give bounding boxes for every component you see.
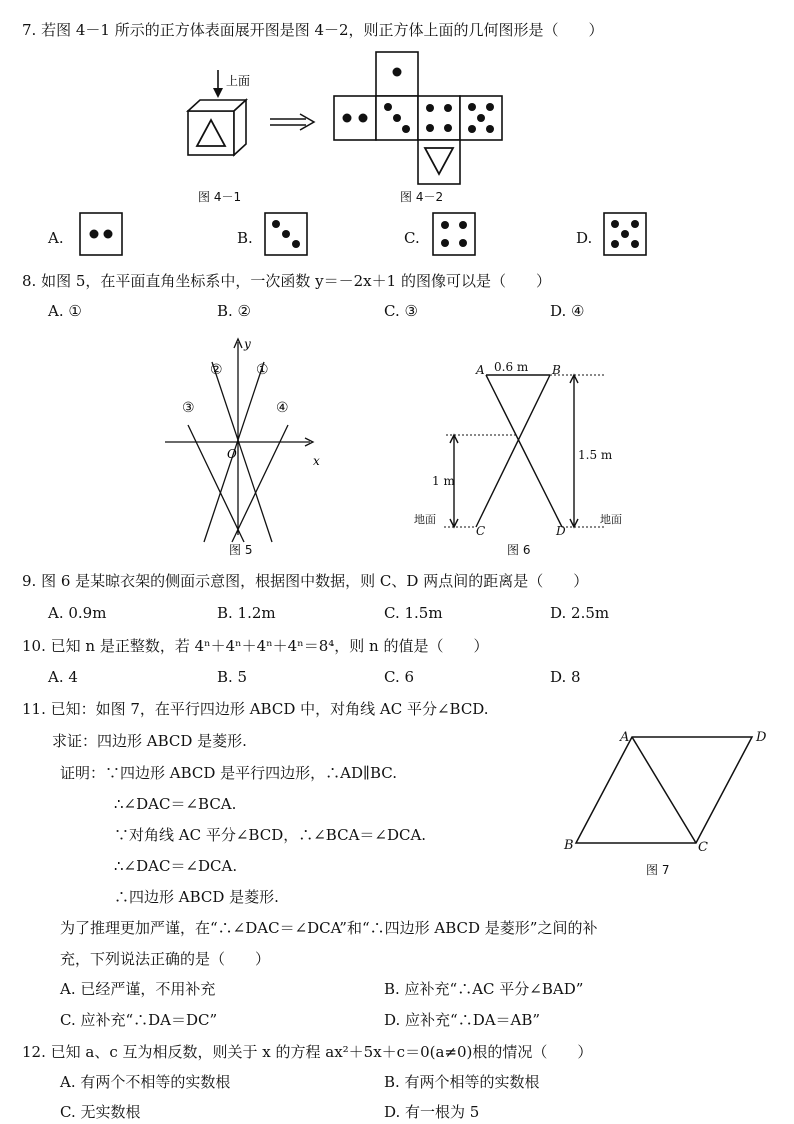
q8-option-b: B. ②	[217, 302, 252, 320]
point-d-label: D	[556, 524, 566, 538]
line-label-3: ③	[182, 400, 195, 416]
fig4-1-caption: 图 4－1	[198, 190, 242, 204]
q7-option-d: D.	[576, 229, 593, 247]
vertex-c-label: C	[698, 840, 708, 855]
line-label-2: ②	[210, 362, 223, 378]
q9-option-b: B. 1.2m	[217, 604, 276, 622]
q11-question-line-2: 充，下列说法正确的是（ ）	[60, 950, 271, 968]
option-b-three-dots	[264, 212, 308, 256]
fig5-coordinate-plane	[160, 330, 330, 545]
q12-option-a: A. 有两个不相等的实数根	[60, 1073, 231, 1091]
q11-proof-line-5: ∴四边形 ABCD 是菱形.	[114, 888, 279, 906]
line-label-1: ①	[256, 362, 269, 378]
q11-option-a: A. 已经严谨，不用补充	[60, 980, 216, 998]
q7-option-c: C.	[404, 229, 420, 247]
top-width-label: 0.6 m	[494, 360, 529, 374]
fig5-caption: 图 5	[229, 543, 253, 557]
x-axis-label: x	[313, 454, 320, 468]
fig4-2-caption: 图 4－2	[400, 190, 444, 204]
option-c-four-dots	[432, 212, 476, 256]
q11-proof-line-2: ∴∠DAC＝∠BCA.	[114, 795, 237, 813]
q10-option-a: A. 4	[48, 668, 78, 686]
vertex-a-label: A	[620, 730, 630, 745]
q7-stem: 7. 若图 4－1 所示的正方体表面展开图是图 4－2，则正方体上面的几何图形是（ ）	[22, 21, 604, 39]
point-a-label: A	[476, 363, 485, 377]
q11-stem: 11. 已知：如图 7，在平行四边形 ABCD 中，对角线 AC 平分∠BCD.	[22, 700, 489, 718]
q11-option-b: B. 应补充“∴AC 平分∠BAD”	[384, 980, 584, 998]
q8-option-c: C. ③	[384, 302, 418, 320]
q10-option-d: D. 8	[550, 668, 581, 686]
q10-option-b: B. 5	[217, 668, 248, 686]
net-arrow-icon	[268, 112, 318, 132]
q9-option-c: C. 1.5m	[384, 604, 443, 622]
q12-option-c: C. 无实数根	[60, 1103, 141, 1121]
line-label-4: ④	[276, 400, 289, 416]
q9-option-a: A. 0.9m	[48, 604, 107, 622]
q11-proof-line-3: ∵对角线 AC 平分∠BCD，∴∠BCA＝∠DCA.	[114, 826, 427, 844]
option-d-five-dots	[603, 212, 647, 256]
q7-option-b: B.	[237, 229, 253, 247]
q12-option-d: D. 有一根为 5	[384, 1103, 480, 1121]
q8-option-a: A. ①	[48, 302, 82, 320]
height-left-label: 1 m	[432, 474, 455, 488]
vertex-d-label: D	[756, 730, 767, 745]
point-c-label: C	[476, 524, 486, 538]
ground-left-label: 地面	[414, 513, 436, 526]
q12-stem: 12. 已知 a、c 互为相反数，则关于 x 的方程 ax²＋5x＋c＝0(a≠0)根的情况（ ）	[22, 1043, 593, 1061]
origin-label: O	[227, 447, 237, 461]
point-b-label: B	[552, 363, 561, 377]
fig6-clothes-rack	[410, 355, 640, 540]
fig7-caption: 图 7	[646, 863, 670, 877]
vertex-b-label: B	[564, 838, 574, 853]
height-right-label: 1.5 m	[578, 448, 613, 462]
q11-proof-line-1: 证明：∵四边形 ABCD 是平行四边形，∴AD∥BC.	[60, 764, 397, 782]
q9-stem: 9. 图 6 是某晾衣架的侧面示意图，根据图中数据，则 C、D 两点间的距离是（ ）	[22, 572, 589, 590]
q12-option-b: B. 有两个相等的实数根	[384, 1073, 540, 1091]
fig4-1-cube	[180, 68, 260, 178]
q11-option-d: D. 应补充“∴DA＝AB”	[384, 1011, 541, 1029]
q11-question-line-1: 为了推理更加严谨，在“∴∠DAC＝∠DCA”和“∴四边形 ABCD 是菱形”之间的补	[60, 919, 598, 937]
fig6-caption: 图 6	[507, 543, 531, 557]
option-a-two-dots	[79, 212, 123, 256]
top-face-label: 上面	[226, 74, 251, 88]
q11-option-c: C. 应补充“∴DA＝DC”	[60, 1011, 218, 1029]
q7-option-a: A.	[48, 229, 64, 247]
y-axis-label: y	[244, 337, 251, 351]
q10-stem: 10. 已知 n 是正整数，若 4ⁿ＋4ⁿ＋4ⁿ＋4ⁿ＝8⁴，则 n 的值是（ ）	[22, 637, 489, 655]
q8-option-d: D. ④	[550, 302, 585, 320]
q11-prove: 求证：四边形 ABCD 是菱形.	[52, 732, 247, 750]
ground-right-label: 地面	[600, 513, 622, 526]
q8-stem: 8. 如图 5，在平面直角坐标系中，一次函数 y＝－2x＋1 的图像可以是（ ）	[22, 272, 551, 290]
q10-option-c: C. 6	[384, 668, 415, 686]
q11-proof-line-4: ∴∠DAC＝∠DCA.	[114, 857, 238, 875]
fig7-parallelogram	[560, 725, 780, 855]
fig4-2-net	[334, 50, 514, 185]
q9-option-d: D. 2.5m	[550, 604, 610, 622]
